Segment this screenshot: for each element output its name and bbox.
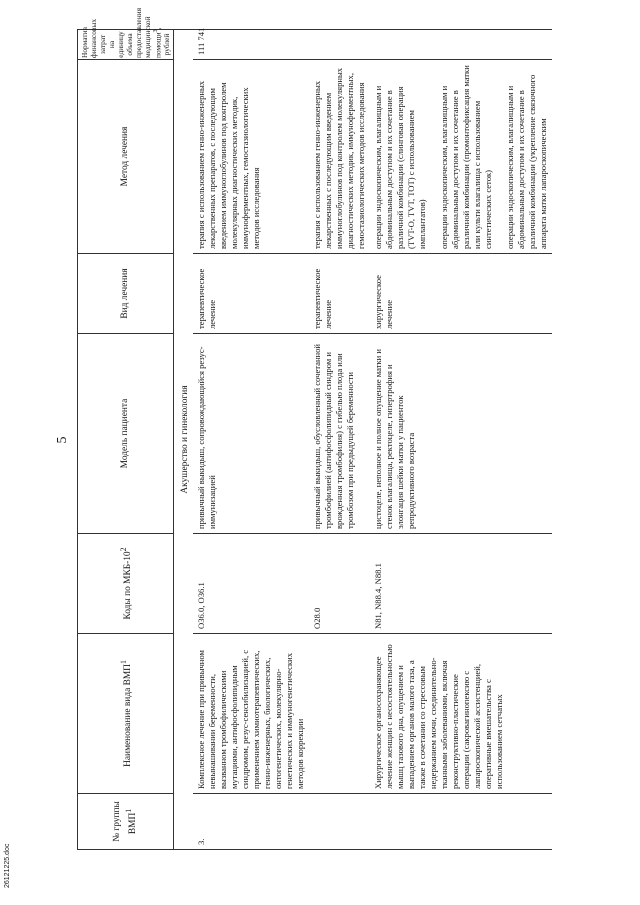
document-filename: 26121225.doc <box>4 843 11 888</box>
section-title: Акушерство и гинекология <box>174 30 194 850</box>
header-model: Модель пациента <box>78 334 174 534</box>
row-method: терапия с использованием генно-инженерных лекарственных с последующим введением иммуноглобулинов под контролем молекулярных диагностических методик, иммуноферментных, гемостазиологических методов исследования <box>309 60 370 254</box>
table-row <box>370 30 552 850</box>
section-row <box>174 30 194 850</box>
header-codes: Коды по МКБ-$10^2$ <box>78 534 174 634</box>
row-code: N81, N88.4, N88.1 <box>370 534 552 634</box>
row-name: Хирургическое органосохраняющее лечение женщин с несостоятельностью мышц тазового дна, опущением и выпадением органов малого таза, а также в сочетании со стрессовым недержанием мочи, соединительно-тканными заболеваниями, включая реконструктивно-пластические операции (сакровагинопексию с лапароскопической ассистенцией, оперативные вмешательства с использованием сетчатых <box>370 634 552 794</box>
row-type: терапевтическое лечение <box>193 254 309 334</box>
table-row <box>309 30 370 850</box>
row-name <box>309 634 370 794</box>
row-type: хирургическое лечение <box>370 254 552 334</box>
row-number <box>370 794 552 850</box>
header-norm: Норматив финансовых затрат на единицу объема предоставления медицинской помощи$^3$, рублей <box>78 30 174 60</box>
table-row <box>193 30 309 850</box>
row-number <box>309 794 370 850</box>
rotated-content <box>55 7 600 850</box>
header-name: Наименование вида ВМП$^1$ <box>78 634 174 794</box>
row-code: O36.0, O36.1 <box>193 534 309 634</box>
header-type: Вид лечения <box>78 254 174 334</box>
row-model: привычный выкидыш, обусловленный сочетанной тромбофилией (антифосфолипидный синдром и врожденная тромбофилия) с гибелью плода или тромбозом при предыдущей беременности <box>309 334 370 534</box>
page-number: 5 <box>55 436 70 444</box>
row-method: терапия с использованием генно-инженерных лекарственных препаратов, с последующим введением иммуноглобулинов под контролем молекулярных диагностических методик, иммуноферментных, гемостазиологических методов исследования <box>193 60 309 254</box>
row-method: операции эндоскопическим, влагалищным и абдоминальным доступом и их сочетание в различной комбинации (слинговая операция (TVT-O, TVT, TOT) с использованием имплантатов) операции эндоскопическим, влагалищным и абдоминальным доступом и их сочетание в различной комбинации (промонтофиксация матки или культи влагалища с использованием синтетических сеток) операции эндоскопическим, влагалищным и абдоминальным доступом и их сочетание в различной комбинации (укрепление связочного аппарата матки лапароскопическим <box>370 60 552 254</box>
row-model: цистоцеле, неполное и полное опущение матки и стенок влагалища, ректоцеле, гипертрофия и элонгация шейки матки у пациенток репродуктивного возраста <box>370 334 552 534</box>
row-norm <box>309 30 370 60</box>
row-type: терапевтическое лечение <box>309 254 370 334</box>
header-method: Метод лечения <box>78 60 174 254</box>
row-norm: 111 741 <box>193 30 309 60</box>
row-model: привычный выкидыш, сопровождающийся резус-иммунизацией <box>193 334 309 534</box>
row-name: Комплексное лечение при привычном невынашивании беременности, вызванном тромбофилическими мутациями, антифосфолипидным синдромом, резус-сенсибилизацией, с применением химиотерапевтических, генно-инженерных, биологических, онтогенетических, молекулярно-генетических и иммуногенетических методов коррекции <box>193 634 309 794</box>
header-group: № группы ВМП$^1$ <box>78 794 174 850</box>
row-code: O28.0 <box>309 534 370 634</box>
row-norm <box>370 30 552 60</box>
vmp-table <box>77 7 552 850</box>
row-number: 3. <box>193 794 309 850</box>
table-header-row <box>78 30 174 850</box>
